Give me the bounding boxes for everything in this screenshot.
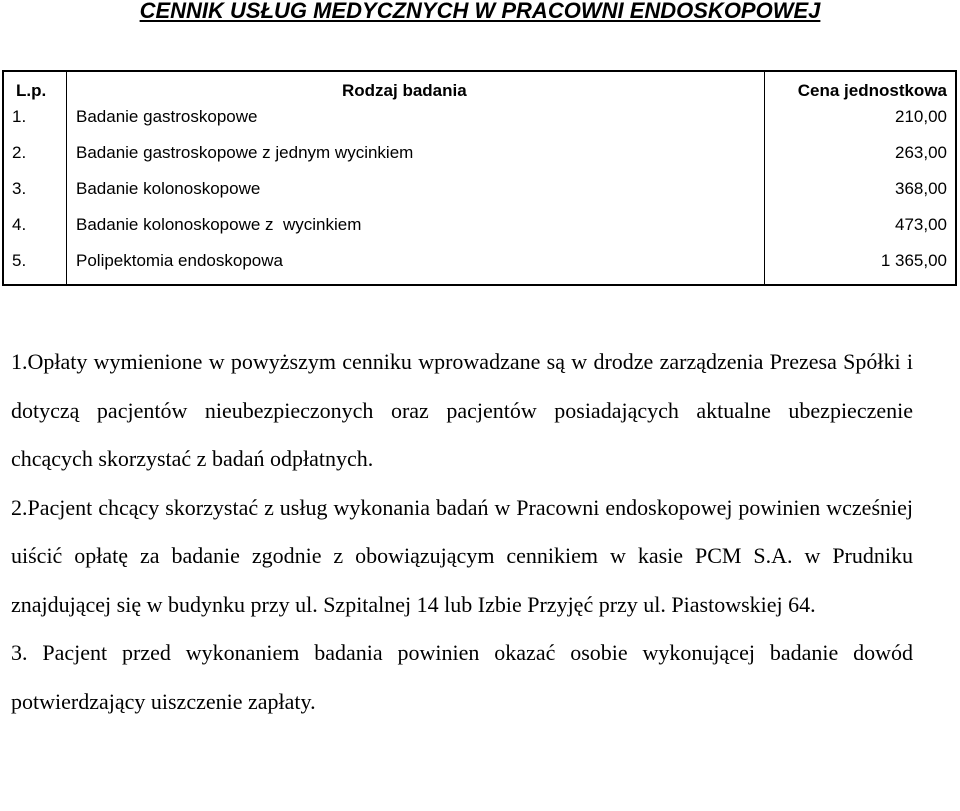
price-table	[2, 70, 957, 286]
row-lp: 1.	[12, 107, 27, 126]
table-row	[4, 135, 955, 171]
row-name: Badanie gastroskopowe z jednym wycinkiem	[76, 143, 414, 162]
row-name: Badanie kolonoskopowe z wycinkiem	[76, 215, 362, 234]
table-row	[4, 243, 955, 279]
table-row	[4, 171, 955, 207]
row-lp: 3.	[12, 179, 27, 198]
row-name: Badanie kolonoskopowe	[76, 179, 261, 198]
header-price: Cena jednostkowa	[797, 81, 947, 100]
document-title: CENNIK USŁUG MEDYCZNYCH W PRACOWNI ENDOSKOPOWEJ	[139, 0, 821, 23]
notes-section	[11, 338, 913, 726]
table-row	[4, 99, 955, 135]
note-paragraph: 2.Pacjent chcący skorzystać z usług wykonania badań w Pracowni endoskopowej powinien wcześniej uiścić opłatę za badanie zgodnie z obowiązującym cennikiem w kasie PCM S.A. w Prudniku znajdującej się w budynku przy ul. Szpitalnej 14 lub Izbie Przyjęć przy ul. Piastowskiej 64.	[11, 494, 913, 617]
row-name: Badanie gastroskopowe	[76, 107, 258, 126]
row-lp: 5.	[12, 251, 27, 270]
header-name: Rodzaj badania	[342, 81, 467, 100]
header-lp: L.p.	[16, 81, 47, 100]
row-name: Polipektomia endoskopowa	[76, 251, 283, 270]
row-price: 1 365,00	[880, 251, 947, 270]
note-paragraph: 3. Pacjent przed wykonaniem badania powinien okazać osobie wykonującej badanie dowód potwierdzający uiszczenie zapłaty.	[11, 640, 913, 714]
row-price: 368,00	[895, 179, 947, 198]
row-lp: 2.	[12, 143, 27, 162]
row-lp: 4.	[12, 215, 27, 234]
row-price: 210,00	[895, 107, 947, 126]
row-price: 263,00	[895, 143, 947, 162]
row-price: 473,00	[895, 215, 947, 234]
note-paragraph: 1.Opłaty wymienione w powyższym cenniku wprowadzane są w drodze zarządzenia Prezesa Spółki i dotyczą pacjentów nieubezpieczonych oraz pacjentów posiadających aktualne ubezpieczenie chcących skorzystać z badań odpłatnych.	[11, 349, 913, 471]
table-row	[4, 207, 955, 243]
